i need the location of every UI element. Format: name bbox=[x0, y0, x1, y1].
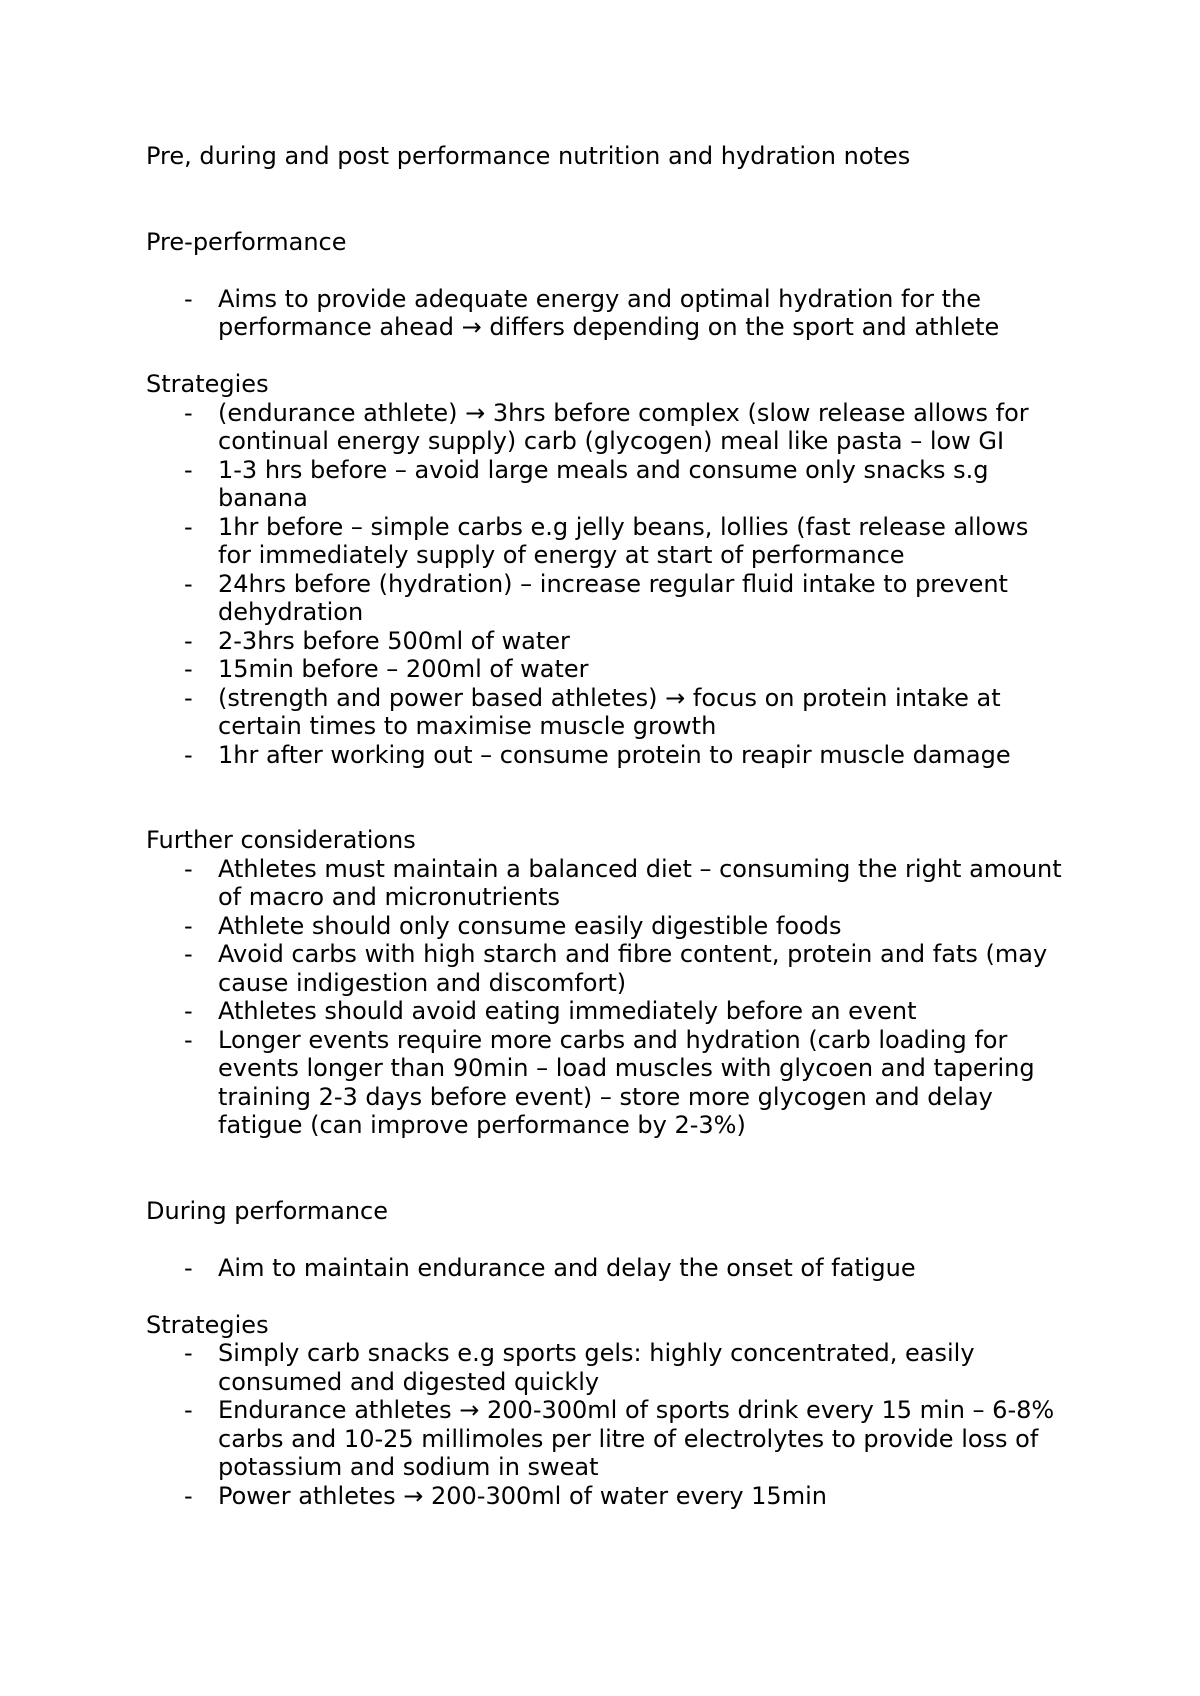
list-item bbox=[146, 997, 1066, 1026]
bullet-dash: - bbox=[184, 626, 193, 655]
document-body bbox=[146, 142, 1066, 1510]
list-item-text: Athletes must maintain a balanced diet – consuming the right amount of macro and micronutrients bbox=[218, 854, 1062, 911]
bullet-dash: - bbox=[184, 284, 193, 313]
list-item-text: (endurance athlete) → 3hrs before complex (slow release allows for continual energy supply) carb (glycogen) meal like pasta – low GI bbox=[218, 398, 1029, 455]
list-item bbox=[146, 1339, 1066, 1396]
list-item-text: Aims to provide adequate energy and optimal hydration for the performance ahead → differs depending on the sport and athlete bbox=[218, 284, 1000, 341]
list-item-text: 15min before – 200ml of water bbox=[218, 655, 589, 683]
list-item-text: 1hr before – simple carbs e.g jelly beans, lollies (fast release allows for immediately supply of energy at start of performance bbox=[218, 512, 1029, 569]
list-item bbox=[146, 855, 1066, 912]
list-item-text: Athlete should only consume easily digestible foods bbox=[218, 911, 842, 940]
list-item bbox=[146, 570, 1066, 627]
document-title: Pre, during and post performance nutrition and hydration notes bbox=[146, 142, 911, 170]
bullet-dash: - bbox=[184, 1481, 193, 1510]
list-item bbox=[146, 940, 1066, 997]
list-item bbox=[146, 1396, 1066, 1482]
list-item bbox=[146, 399, 1066, 456]
subheading-further-considerations: Further considerations bbox=[146, 826, 416, 854]
pre-performance-strategies-list bbox=[146, 399, 1066, 770]
during-performance-aim-list bbox=[146, 1254, 1066, 1283]
list-item bbox=[146, 912, 1066, 941]
list-item-text: (strength and power based athletes) → focus on protein intake at certain times to maximise muscle growth bbox=[218, 683, 1001, 740]
bullet-dash: - bbox=[184, 1396, 193, 1424]
list-item-text: 2-3hrs before 500ml of water bbox=[218, 626, 570, 655]
further-considerations-list bbox=[146, 855, 1066, 1140]
list-item-text: Longer events require more carbs and hydration (carb loading for events longer than 90min – load muscles with glycoen and tapering training 2-3 days before event) – store more glycogen and delay fatigue (can improve performance by 2-3%) bbox=[218, 1025, 1035, 1139]
list-item-text: Power athletes → 200-300ml of water every 15min bbox=[218, 1481, 827, 1510]
list-item-text: Aim to maintain endurance and delay the onset of fatigue bbox=[218, 1253, 916, 1282]
bullet-dash: - bbox=[184, 398, 193, 427]
bullet-dash: - bbox=[184, 1339, 193, 1367]
list-item bbox=[146, 513, 1066, 570]
bullet-dash: - bbox=[184, 740, 193, 769]
bullet-dash: - bbox=[184, 683, 193, 712]
list-item-text: Simply carb snacks e.g sports gels: highly concentrated, easily consumed and digested quickly bbox=[218, 1339, 975, 1396]
list-item bbox=[146, 741, 1066, 770]
section-heading-during-performance: During performance bbox=[146, 1196, 389, 1225]
bullet-dash: - bbox=[184, 997, 193, 1025]
list-item bbox=[146, 285, 1066, 342]
list-item bbox=[146, 1026, 1066, 1140]
bullet-dash: - bbox=[184, 455, 193, 484]
list-item bbox=[146, 627, 1066, 656]
pre-performance-aim-list bbox=[146, 285, 1066, 342]
bullet-dash: - bbox=[184, 1025, 193, 1054]
bullet-dash: - bbox=[184, 512, 193, 541]
list-item-text: Avoid carbs with high starch and fibre content, protein and fats (may cause indigestion and discomfort) bbox=[218, 940, 1048, 997]
section-heading-pre-performance: Pre-performance bbox=[146, 227, 347, 256]
subheading-strategies-pre: Strategies bbox=[146, 370, 269, 398]
during-performance-strategies-list bbox=[146, 1339, 1066, 1510]
list-item-text: 24hrs before (hydration) – increase regular fluid intake to prevent dehydration bbox=[218, 569, 1008, 626]
bullet-dash: - bbox=[184, 1253, 193, 1282]
list-item-text: Athletes should avoid eating immediately before an event bbox=[218, 997, 917, 1025]
list-item bbox=[146, 1482, 1066, 1511]
list-item bbox=[146, 655, 1066, 684]
list-item-text: Endurance athletes → 200-300ml of sports drink every 15 min – 6-8% carbs and 10-25 millimoles per litre of electrolytes to provide loss of potassium and sodium in sweat bbox=[218, 1396, 1055, 1481]
list-item-text: 1hr after working out – consume protein to reapir muscle damage bbox=[218, 740, 1011, 769]
list-item-text: 1-3 hrs before – avoid large meals and consume only snacks s.g banana bbox=[218, 455, 989, 512]
list-item bbox=[146, 1254, 1066, 1283]
bullet-dash: - bbox=[184, 655, 193, 683]
subheading-strategies-during: Strategies bbox=[146, 1310, 269, 1339]
bullet-dash: - bbox=[184, 911, 193, 940]
bullet-dash: - bbox=[184, 569, 193, 598]
bullet-dash: - bbox=[184, 940, 193, 968]
bullet-dash: - bbox=[184, 854, 193, 883]
list-item bbox=[146, 456, 1066, 513]
list-item bbox=[146, 684, 1066, 741]
